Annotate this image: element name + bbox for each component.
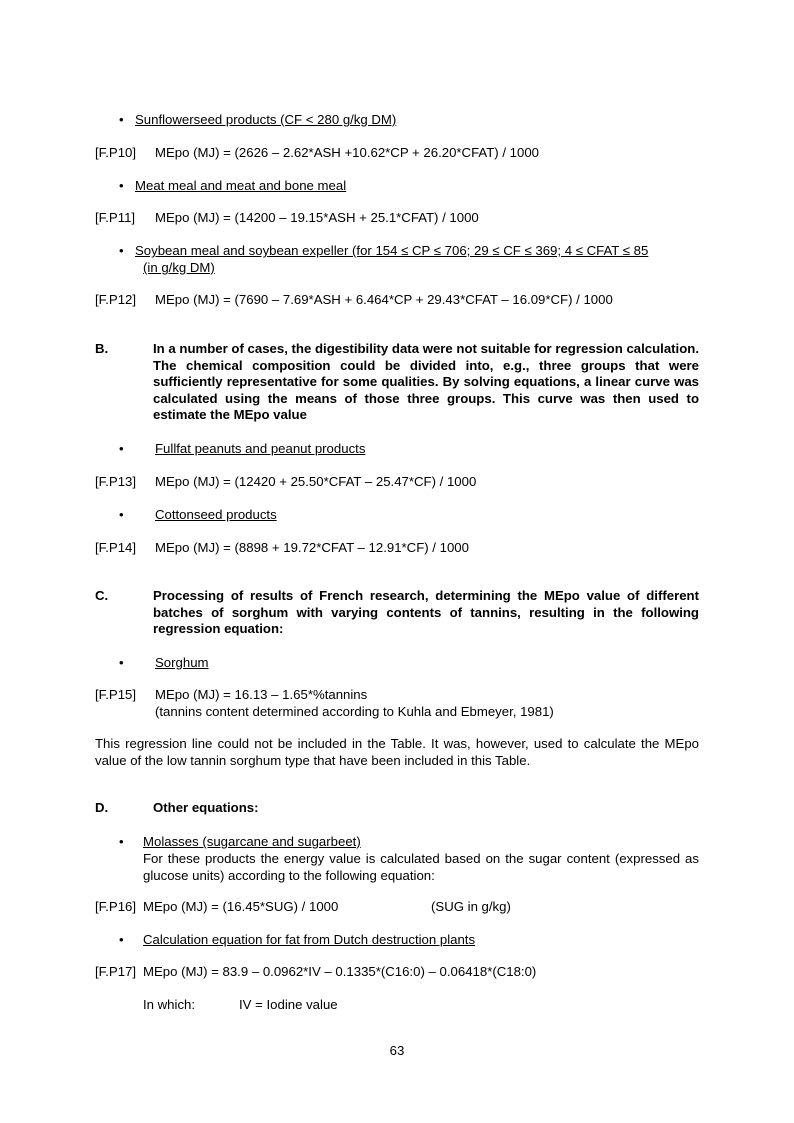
equation-code-p10: [F.P10]	[95, 145, 137, 160]
bullet-icon: •	[119, 178, 124, 193]
equation-code-p13: [F.P13]	[95, 474, 137, 489]
sunflower-label: Sunflowerseed products (CF < 280 g/kg DM)	[135, 112, 397, 127]
equation-p12: MEpo (MJ) = (7690 – 7.69*ASH + 6.464*CP + 29.43*CFAT – 16.09*CF) / 1000	[155, 292, 613, 307]
section-d-letter: D.	[95, 800, 109, 815]
equation-p13: MEpo (MJ) = (12420 + 25.50*CFAT – 25.47*CF) / 1000	[155, 474, 477, 489]
equation-p16: MEpo (MJ) = (16.45*SUG) / 1000	[143, 899, 339, 914]
iv-definition: IV = Iodine value	[239, 997, 338, 1012]
page-number: 63	[389, 1043, 405, 1058]
bullet-icon: •	[119, 655, 124, 670]
in-which-label: In which:	[143, 997, 196, 1012]
bullet-icon: •	[119, 112, 124, 127]
equation-p16-note: (SUG in g/kg)	[431, 899, 511, 914]
equation-code-p12: [F.P12]	[95, 292, 137, 307]
section-d-title: Other equations:	[153, 800, 259, 815]
molasses-label: Molasses (sugarcane and sugarbeet)	[143, 834, 361, 849]
equation-code-p17: [F.P17]	[95, 964, 137, 979]
equation-code-p14: [F.P14]	[95, 540, 137, 555]
equation-p15: MEpo (MJ) = 16.13 – 1.65*%tannins	[155, 687, 368, 702]
molasses-text: For these products the energy value is calculated based on the sugar content (expressed as glucose units) according to the following equation:	[143, 851, 699, 883]
bullet-icon: •	[119, 834, 124, 849]
soy-label-cont: (in g/kg DM)	[143, 260, 215, 275]
equation-p17: MEpo (MJ) = 83.9 – 0.0962*IV – 0.1335*(C16:0) – 0.06418*(C18:0)	[143, 964, 537, 979]
section-b-text: In a number of cases, the digestibility data were not suitable for regression calculation. The chemical composition could be divided into, e.g., three groups that were sufficiently representative for some qualities. By solving equations, a linear curve was calculated using the means of those three groups. This curve was then used to estimate the MEpo value	[153, 341, 699, 422]
cotton-label: Cottonseed products	[155, 507, 277, 522]
equation-code-p15: [F.P15]	[95, 687, 137, 702]
equation-p10: MEpo (MJ) = (2626 – 2.62*ASH +10.62*CP + 26.20*CFAT) / 1000	[155, 145, 539, 160]
equation-code-p16: [F.P16]	[95, 899, 137, 914]
bullet-icon: •	[119, 441, 124, 456]
bullet-icon: •	[119, 507, 124, 522]
bullet-icon: •	[119, 243, 124, 258]
equation-p14: MEpo (MJ) = (8898 + 19.72*CFAT – 12.91*CF) / 1000	[155, 540, 469, 555]
section-c-letter: C.	[95, 588, 109, 603]
equation-p15-note: (tannins content determined according to Kuhla and Ebmeyer, 1981)	[155, 704, 554, 719]
peanut-label: Fullfat peanuts and peanut products	[155, 441, 366, 456]
sorghum-label: Sorghum	[155, 655, 209, 670]
meat-label: Meat meal and meat and bone meal	[135, 178, 347, 193]
section-b-letter: B.	[95, 341, 109, 356]
soy-label: Soybean meal and soybean expeller (for 154 ≤ CP ≤ 706; 29 ≤ CF ≤ 369; 4 ≤ CFAT ≤ 85	[135, 243, 649, 258]
equation-code-p11: [F.P11]	[95, 210, 136, 225]
regression-paragraph: This regression line could not be included in the Table. It was, however, used to calculate the MEpo value of the low tannin sorghum type that have been included in this Table.	[95, 736, 699, 768]
fat-label: Calculation equation for fat from Dutch destruction plants	[143, 932, 476, 947]
bullet-icon: •	[119, 932, 124, 947]
section-c-text: Processing of results of French research, determining the MEpo value of different batches of sorghum with varying contents of tannins, resulting in the following regression equation:	[153, 588, 699, 636]
equation-p11: MEpo (MJ) = (14200 – 19.15*ASH + 25.1*CFAT) / 1000	[155, 210, 479, 225]
